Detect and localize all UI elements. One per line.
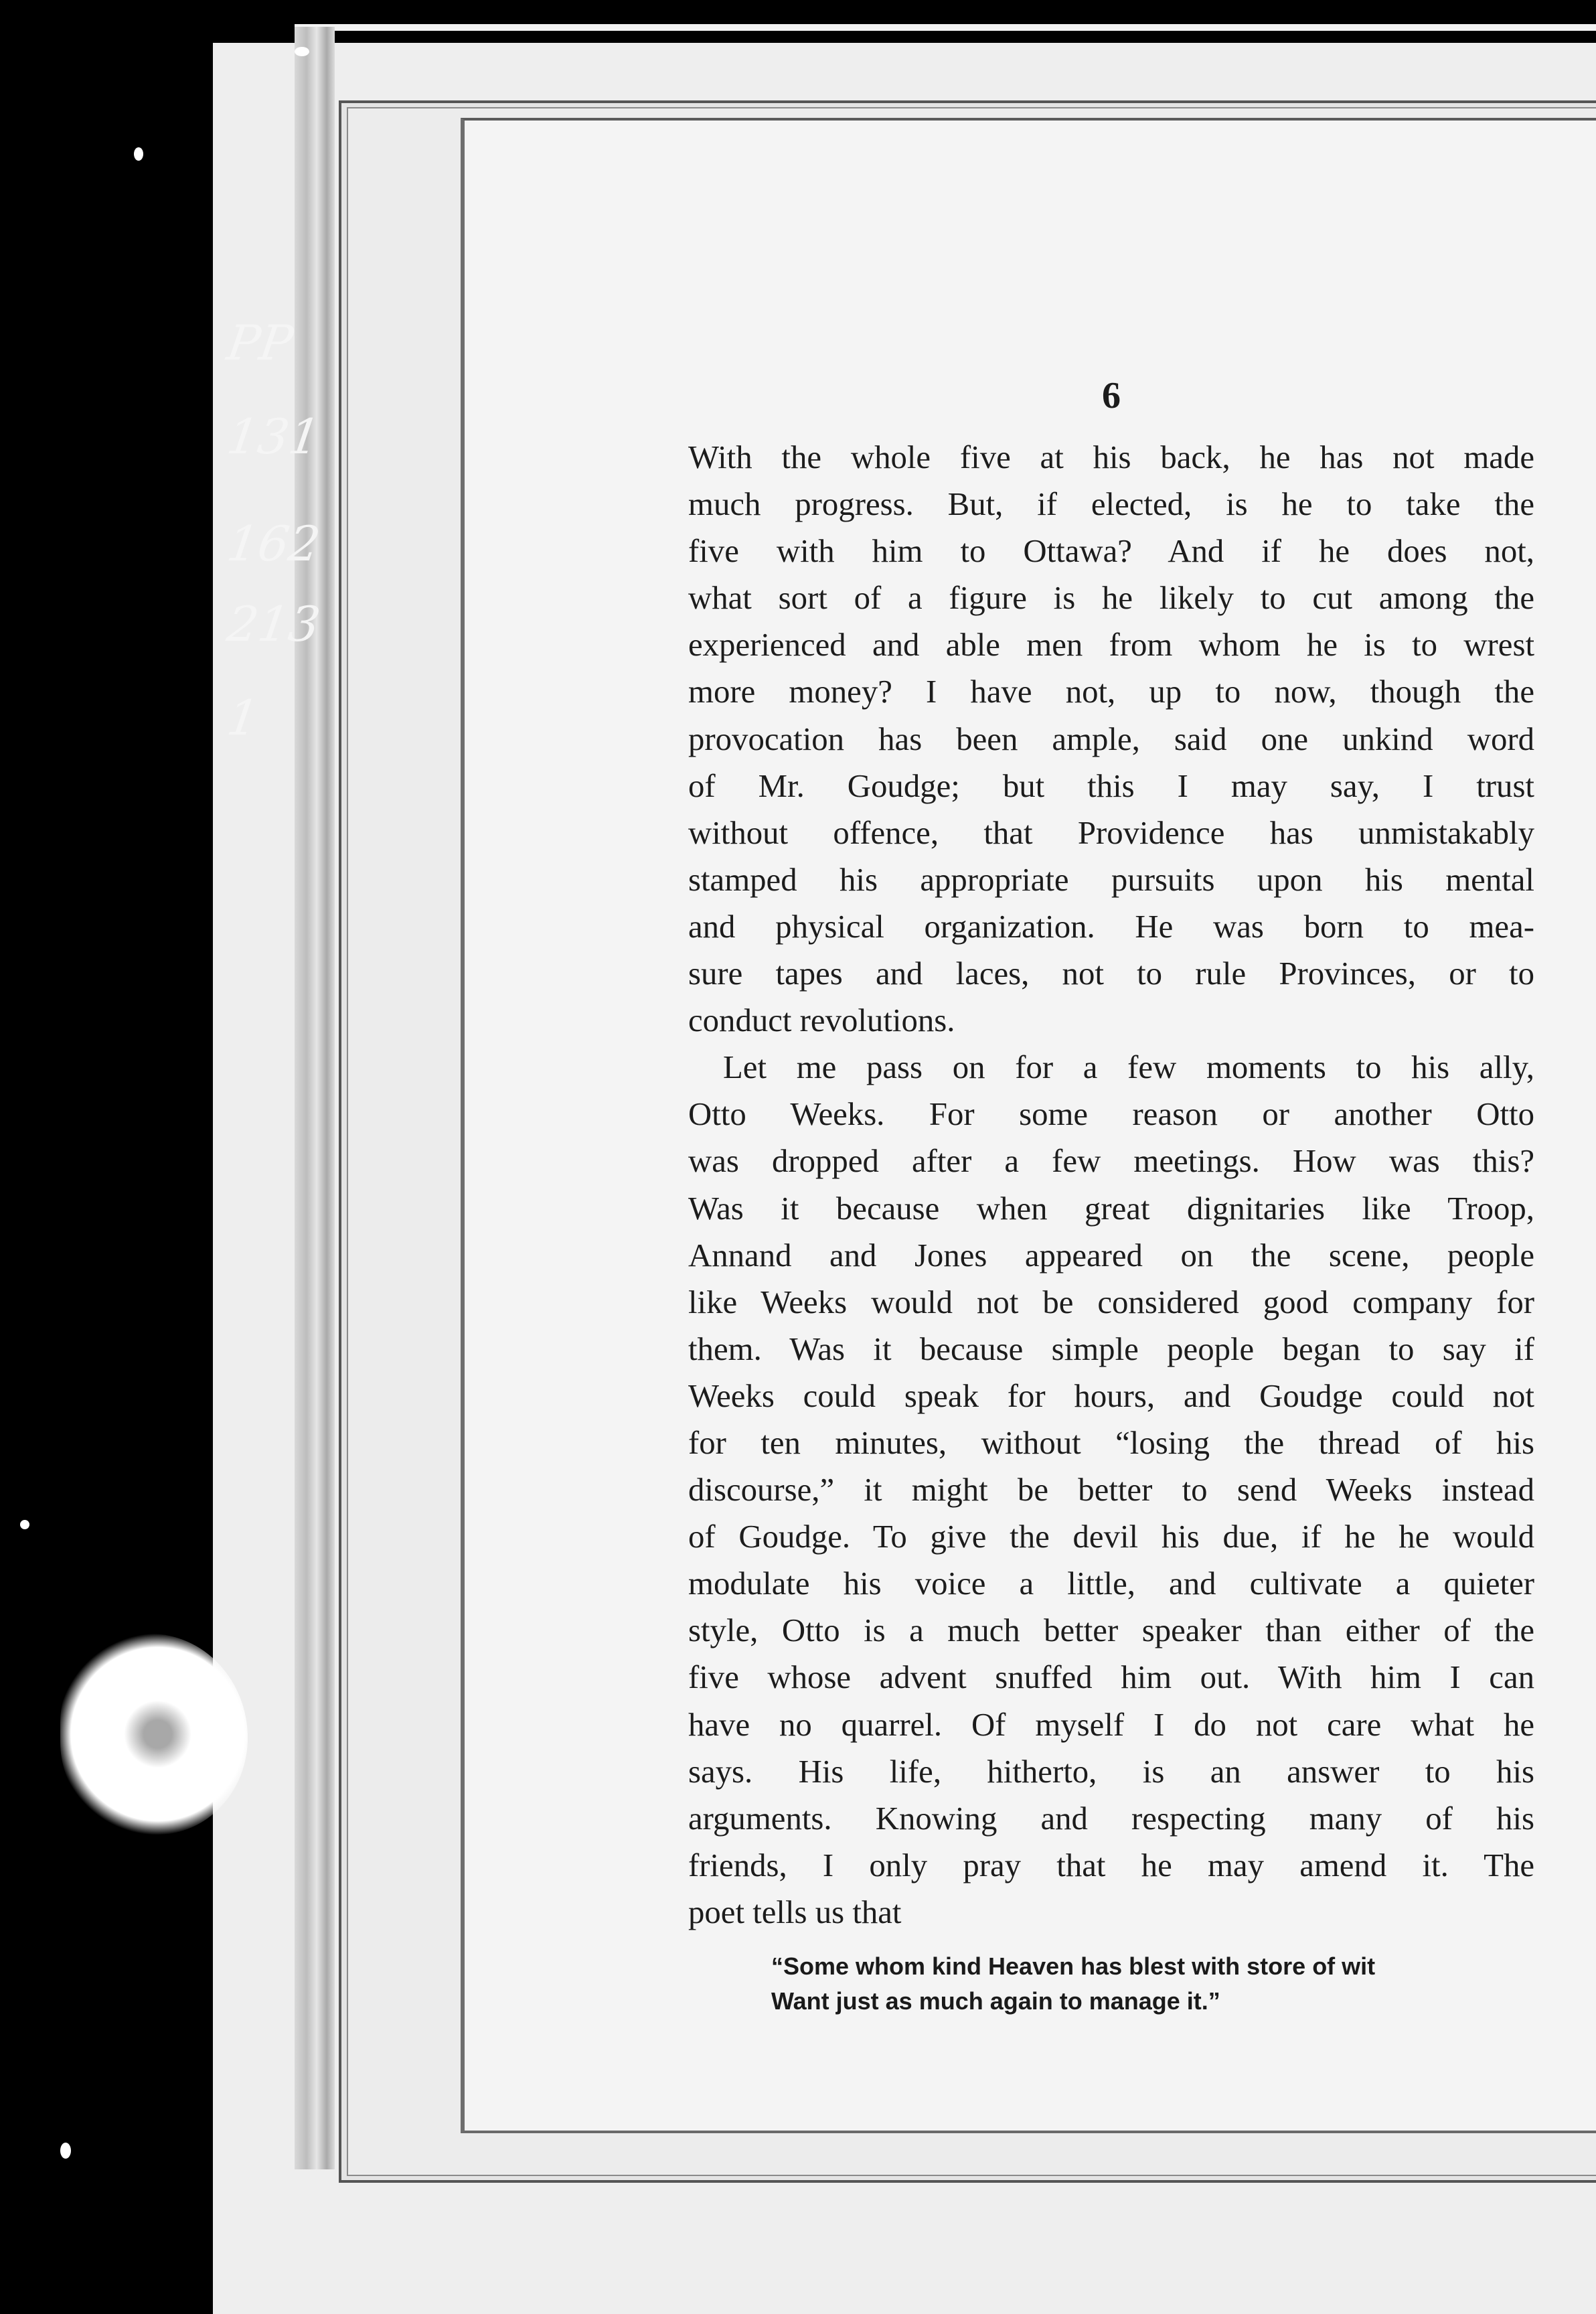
text-line: of Goudge. To give the devil his due, if he he would: [688, 1519, 1534, 1555]
text-line: friends, I only pray that he may amend it. The: [688, 1847, 1534, 1883]
text-line: stamped his appropriate pursuits upon his mental: [688, 861, 1534, 898]
page-number: 6: [1102, 375, 1121, 416]
margin-note: 131: [224, 408, 324, 465]
text-line: provocation has been ample, said one unkind word: [688, 720, 1534, 757]
dust-speck: [295, 47, 309, 56]
margin-note: PP: [224, 315, 297, 371]
text-line: Annand and Jones appeared on the scene, people: [688, 1237, 1534, 1274]
dust-speck: [20, 1520, 29, 1529]
text-line: without offence, that Providence has unmistakably: [688, 814, 1534, 851]
text-line: Was it because when great dignitaries like Troop,: [688, 1190, 1534, 1227]
quote-line: Want just as much again to manage it.”: [771, 1987, 1220, 2015]
quote-line: “Some whom kind Heaven has blest with store of wit: [771, 1952, 1376, 1980]
text-line: discourse,” it might be better to send Weeks instead: [688, 1472, 1534, 1509]
text-line: and physical organization. He was born to mea-: [688, 908, 1534, 945]
text-line: arguments. Knowing and respecting many of his: [688, 1800, 1534, 1837]
text-line: of Mr. Goudge; but this I may say, I trust: [688, 767, 1534, 804]
margin-note: 213: [224, 596, 324, 652]
text-line: poet tells us that: [688, 1894, 902, 1930]
margin-note: 162: [224, 516, 324, 572]
text-line: more money? I have not, up to now, though the: [688, 674, 1534, 710]
text-line: have no quarrel. Of myself I do not care what he: [688, 1706, 1534, 1743]
text-line: Otto Weeks. For some reason or another Otto: [688, 1096, 1534, 1133]
text-line: Weeks could speak for hours, and Goudge could not: [688, 1377, 1534, 1414]
text-line: five whose advent snuffed him out. With him I can: [688, 1659, 1534, 1696]
text-line: like Weeks would not be considered good company for: [688, 1284, 1534, 1320]
dust-speck: [134, 147, 143, 161]
text-line: Let me pass on for a few moments to his ally,: [723, 1049, 1534, 1086]
text-line: much progress. But, if elected, is he to take the: [688, 486, 1534, 523]
verse-quote: [771, 1949, 1534, 2019]
paragraph-1: [688, 434, 1534, 1044]
paragraph-2: [688, 1044, 1534, 1936]
text-line: five with him to Ottawa? And if he does not,: [688, 533, 1534, 570]
board-top-edge: [295, 24, 1596, 31]
text-line: modulate his voice a little, and cultivate a quieter: [688, 1565, 1534, 1602]
text-line: them. Was it because simple people began to say if: [688, 1330, 1534, 1367]
text-line: conduct revolutions.: [688, 1002, 955, 1039]
text-line: sure tapes and laces, not to rule Provinces, or to: [688, 955, 1534, 992]
text-line: With the whole five at his back, he has not made: [688, 439, 1534, 475]
text-line: style, Otto is a much better speaker than either of the: [688, 1612, 1534, 1649]
text-line: what sort of a figure is he likely to cut among the: [688, 580, 1534, 617]
text-line: for ten minutes, without “losing the thread of his: [688, 1424, 1534, 1461]
margin-notes: [201, 315, 324, 757]
dust-speck: [60, 2143, 71, 2159]
text-line: experienced and able men from whom he is to wrest: [688, 627, 1534, 664]
text-column: [688, 367, 1534, 2019]
margin-note: 1: [224, 690, 262, 746]
text-line: says. His life, hitherto, is an answer to his: [688, 1753, 1534, 1790]
text-line: was dropped after a few meetings. How was this?: [688, 1143, 1534, 1180]
